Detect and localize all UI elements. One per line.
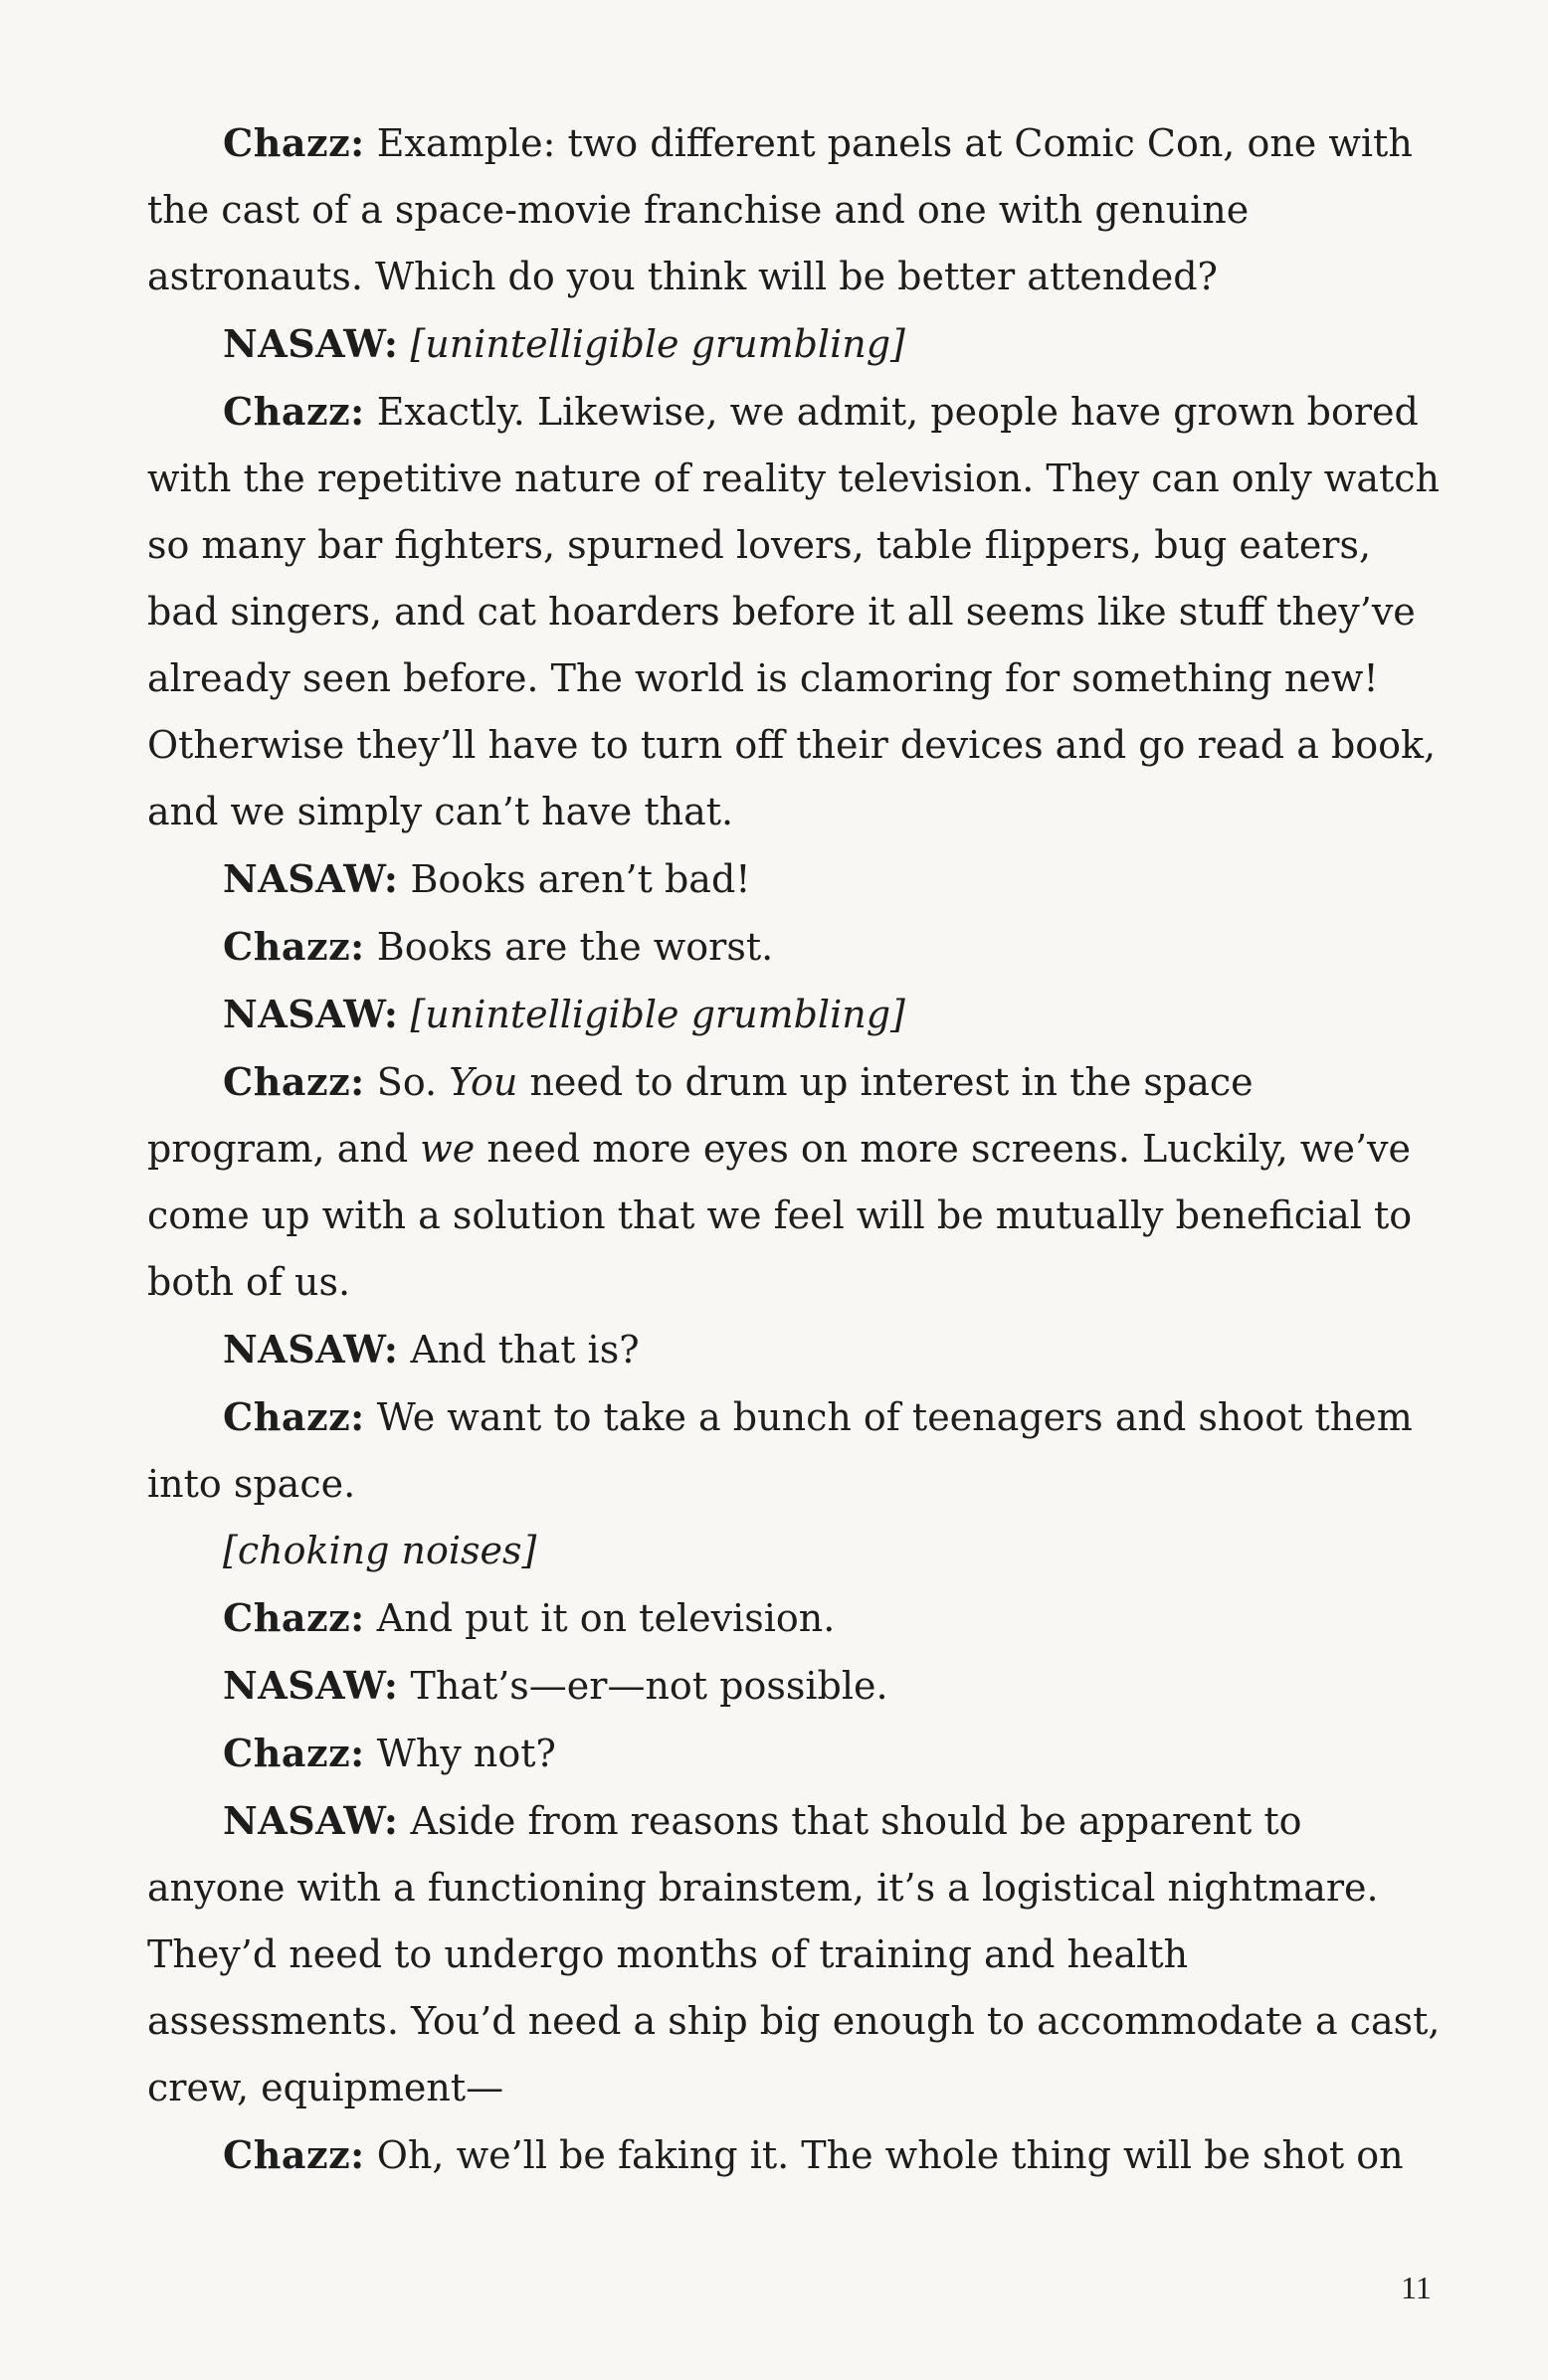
dialogue-line: And that is? xyxy=(410,1328,640,1372)
paragraph xyxy=(147,981,1441,1048)
dialogue-text xyxy=(147,109,1441,2189)
paragraph xyxy=(147,1518,1441,1584)
paragraph xyxy=(147,378,1441,845)
stage-direction: [unintelligible grumbling] xyxy=(410,322,905,366)
emphasis-word: we xyxy=(420,1127,476,1171)
speaker-name: NASAW: xyxy=(223,1798,399,1843)
speaker-name: Chazz: xyxy=(223,1059,365,1104)
dialogue-line: Exactly. Likewise, we admit, people have grown bored with the repetitive nature of reality television. They can only watch so many bar fighters, spurned lovers, table flippers, bug eaters, bad singers, and cat hoarders before it all seems like stuff they’ve already seen before. The world is clamoring for something new! Otherwise they’ll have to turn off their devices and go read a book, and we simply can’t have that. xyxy=(147,390,1441,833)
stage-direction: [choking noises] xyxy=(223,1529,537,1572)
paragraph xyxy=(147,310,1441,378)
speaker-name: Chazz: xyxy=(223,1595,365,1640)
speaker-name: Chazz: xyxy=(223,1731,365,1775)
dialogue-line: Aside from reasons that should be apparent to anyone with a functioning brainstem, it’s a logistical nightmare. They’d need to undergo months of training and health assessments. You’d need a ship big enough to accommodate a cast, crew, equipment— xyxy=(147,1799,1441,2109)
speaker-name: Chazz: xyxy=(223,120,365,165)
speaker-name: NASAW: xyxy=(223,992,399,1036)
paragraph xyxy=(147,845,1441,913)
speaker-name: Chazz: xyxy=(223,924,365,969)
speaker-name: NASAW: xyxy=(223,1327,399,1372)
speaker-name: Chazz: xyxy=(223,389,365,434)
speaker-name: NASAW: xyxy=(223,1663,399,1708)
dialogue-line: So. xyxy=(376,1060,438,1104)
page-number: 11 xyxy=(1401,2270,1432,2305)
dialogue-line: Books aren’t bad! xyxy=(410,857,751,901)
speaker-name: Chazz: xyxy=(223,1394,365,1439)
speaker-name: NASAW: xyxy=(223,321,399,366)
paragraph xyxy=(147,1652,1441,1720)
dialogue-line: We want to take a bunch of teenagers and shoot them into space. xyxy=(147,1395,1413,1506)
paragraph xyxy=(147,1584,1441,1652)
stage-direction: [unintelligible grumbling] xyxy=(410,993,905,1036)
dialogue-line: Oh, we’ll be faking it. The whole thing will be shot on xyxy=(376,2133,1404,2177)
dialogue-line: Why not? xyxy=(376,1732,556,1775)
paragraph xyxy=(147,1787,1441,2121)
paragraph xyxy=(147,2121,1441,2189)
dialogue-line: need to drum up interest in the space program, and xyxy=(147,1060,1254,1171)
paragraph xyxy=(147,1316,1441,1383)
paragraph xyxy=(147,913,1441,981)
dialogue-line: And put it on television. xyxy=(376,1596,836,1640)
dialogue-line: Example: two different panels at Comic Con, one with the cast of a space-movie franchise and one with genuine astronauts. Which do you think will be better attended? xyxy=(147,121,1413,298)
emphasis-word: You xyxy=(449,1060,518,1104)
dialogue-line: need more eyes on more screens. Luckily, we’ve come up with a solution that we feel will be mutually beneficial to both of us. xyxy=(147,1127,1413,1304)
speaker-name: NASAW: xyxy=(223,856,399,901)
speaker-name: Chazz: xyxy=(223,2132,365,2177)
dialogue-line: Books are the worst. xyxy=(376,925,774,969)
paragraph xyxy=(147,109,1441,310)
paragraph xyxy=(147,1720,1441,1787)
paragraph xyxy=(147,1383,1441,1518)
dialogue-line: That’s—er—not possible. xyxy=(410,1664,888,1708)
paragraph xyxy=(147,1048,1441,1316)
